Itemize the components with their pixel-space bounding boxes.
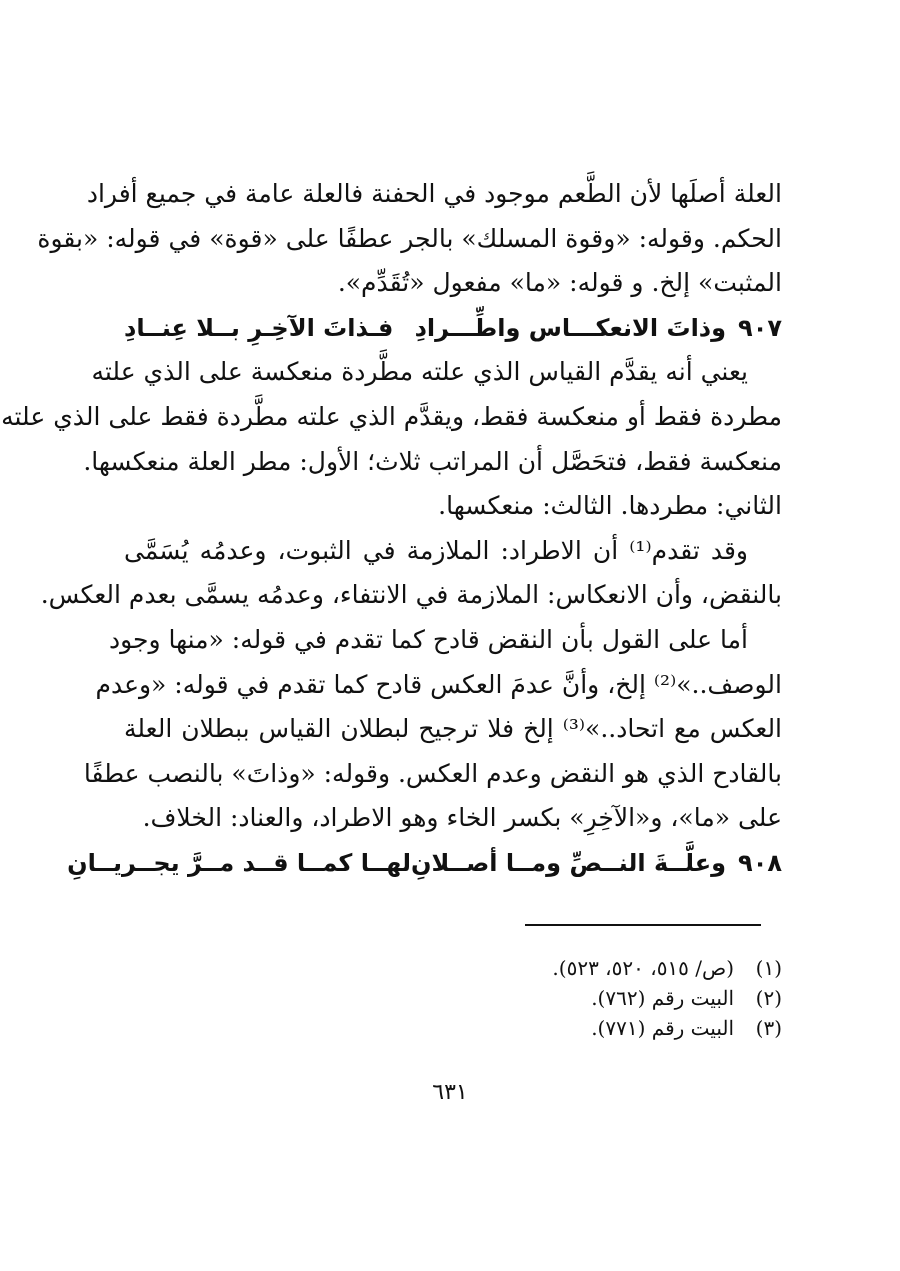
text-line: بالقادح الذي هو النقض وعدم العكس. وقوله: «وذاتَ» بالنصب عطفًا	[83, 758, 782, 788]
page-number: ٦٣١	[432, 1080, 468, 1105]
text-line: بالنقض، وأن الانعكاس: الملازمة في الانتفاء، وعدمُه يسمَّى بعدم العكس.	[40, 580, 782, 610]
footnote-number: (٢)	[755, 986, 782, 1010]
verse-908	[67, 841, 782, 886]
text-line: منعكسة فقط، فتحَصَّل أن المراتب ثلاث؛ الأول: مطر العلة منعكسها.	[83, 446, 782, 476]
verse-907	[124, 306, 782, 351]
footnote	[382, 953, 782, 983]
footnote-text: (ص/ ٥١٥، ٥٢٠، ٥٢٣).	[552, 956, 734, 980]
main-text	[1, 172, 783, 886]
text-line: الوصف..»⁽²⁾ إلخ، وأنَّ عدمَ العكس قادح كما تقدم في قوله: «وعدم	[95, 669, 782, 699]
text-line: وقد تقدم⁽¹⁾ أن الاطراد: الملازمة في الثبوت، وعدمُه يُسَمَّى	[124, 535, 748, 565]
text-line: العكس مع اتحاد..»⁽³⁾ إلخ فلا ترجيح لبطلان القياس ببطلان العلة	[124, 714, 783, 744]
text-line: أما على القول بأن النقض قادح كما تقدم في قوله: «منها وجود	[108, 624, 748, 654]
verse-first-hemistich: وعلَّــةَ النــصِّ ومــا أصــلانِ	[411, 848, 727, 877]
footnotes	[382, 953, 782, 1043]
verse-number: ٩٠٨	[738, 848, 782, 877]
footnote-text: البيت رقم (٧٧١).	[591, 1016, 734, 1040]
text-line: الثاني: مطردها. الثالث: منعكسها.	[438, 491, 782, 521]
verse-second-hemistich: لهــا كمــا قــد مــرَّ يجــريــانِ	[67, 848, 411, 877]
footnote-text: البيت رقم (٧٦٢).	[591, 986, 734, 1010]
footnote-number: (٣)	[755, 1016, 782, 1040]
text-line: العلة أصلَها لأن الطَّعم موجود في الحفنة فالعلة عامة في جميع أفراد	[86, 179, 782, 208]
footnote	[382, 983, 782, 1013]
verse-number: ٩٠٧	[738, 313, 782, 342]
footnote-separator	[525, 924, 761, 926]
verse-first-hemistich: وذاتَ الانعكـــاس واطِّـــرادِ	[414, 313, 727, 342]
text-line: يعني أنه يقدَّم القياس الذي علته مطَّردة منعكسة على الذي علته	[91, 357, 748, 387]
text-line: مطردة فقط أو منعكسة فقط، ويقدَّم الذي علته مطَّردة فقط على الذي علته	[1, 401, 782, 431]
footnote-number: (١)	[755, 956, 782, 980]
text-line: على «ما»، و«الآخِرِ» بكسر الخاء وهو الاطراد، والعناد: الخلاف.	[142, 803, 782, 833]
verse-second-hemistich: فـذاتَ الآخِـرِ بــلا عِنــادِ	[124, 313, 394, 342]
paragraph-continuation	[37, 172, 782, 306]
footnote	[382, 1013, 782, 1043]
commentary	[1, 350, 783, 841]
text-line: المثبت» إلخ. و قوله: «ما» مفعول «تُقَدِّم».	[337, 268, 782, 298]
text-line: الحكم. وقوله: «وقوة المسلك» بالجر عطفًا على «قوة» في قوله: «بقوة	[37, 223, 782, 253]
